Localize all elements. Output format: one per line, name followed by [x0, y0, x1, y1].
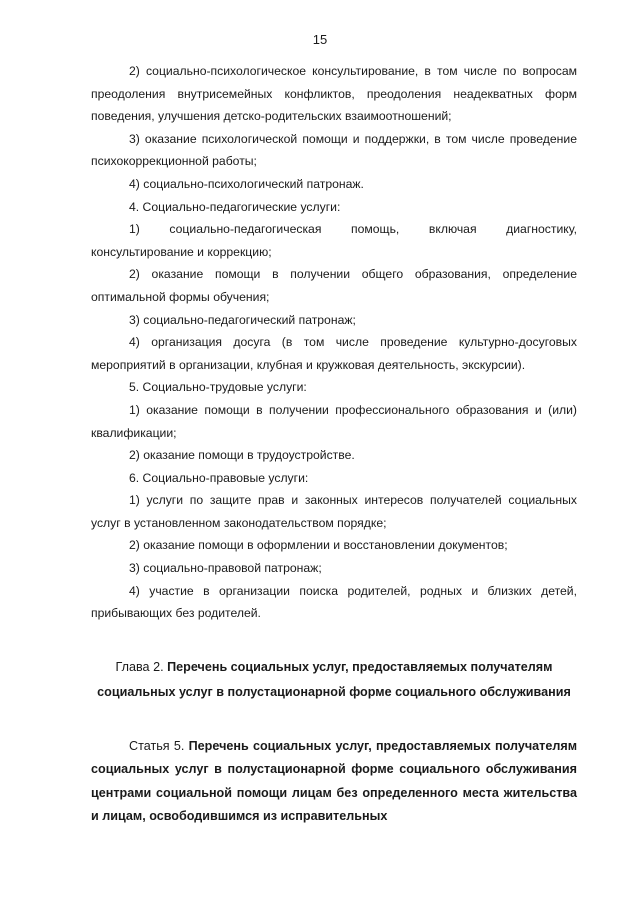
paragraph-3: 4) социально-психологический патронаж. — [129, 176, 364, 191]
page-content — [91, 60, 577, 828]
chapter-prefix: Глава 2. — [115, 659, 164, 674]
paragraph-8: 4) организация досуга (в том числе проведение культурно-досуговых мероприятий в организации, клубная и кружковая деятельность, экскурсии). — [91, 335, 577, 372]
paragraph-7: 3) социально-педагогический патронаж; — [129, 312, 356, 327]
article-title: Перечень социальных услуг, предоставляемых получателям социальных услуг в полустационарной форме социального обслуживания центрами социальной помощи лицам без определенного места жительства и лицам, освободившимся из исправительных — [91, 738, 578, 824]
paragraph-16: 4) участие в организации поиска родителей, родных и близких детей, прибывающих без родителей. — [91, 583, 577, 621]
article-prefix: Статья 5. — [129, 738, 185, 753]
section-heading-5: 5. Социально-трудовые услуги: — [129, 380, 307, 395]
chapter-title: Перечень социальных услуг, предоставляемых получателям социальных услуг в полустационарной форме социального обслуживания — [97, 659, 571, 699]
paragraph-2: 3) оказание психологической помощи и поддержки, в том числе проведение психокоррекционной работы; — [91, 131, 577, 169]
paragraph-11: 2) оказание помощи в трудоустройстве. — [129, 448, 355, 463]
paragraph-1: 2) социально-психологическое консультирование, в том числе по вопросам преодоления внутрисемейных конфликтов, преодоления неадекватных форм поведения, улучшения детско-родительских взаимоотношений; — [91, 64, 577, 124]
paragraph-13: 1) услуги по защите прав и законных интересов получателей социальных услуг в установленном законодательством порядке; — [91, 493, 577, 530]
paragraph-5: 1) социально-педагогическая помощь, включая диагностику, консультирование и коррекцию; — [91, 222, 577, 259]
section-heading-4: 4. Социально-педагогические услуги: — [129, 199, 341, 214]
paragraph-15: 3) социально-правовой патронаж; — [129, 561, 322, 576]
section-heading-6: 6. Социально-правовые услуги: — [129, 470, 309, 485]
article-heading — [91, 735, 577, 829]
paragraph-6: 2) оказание помощи в получении общего образования, определение оптимальной формы обучения; — [91, 267, 577, 304]
paragraph-14: 2) оказание помощи в оформлении и восстановлении документов; — [129, 538, 508, 553]
page-number: 15 — [312, 32, 328, 47]
paragraph-10: 1) оказание помощи в получении профессионального образования и (или) квалификации; — [91, 402, 577, 440]
chapter-heading — [91, 655, 577, 705]
